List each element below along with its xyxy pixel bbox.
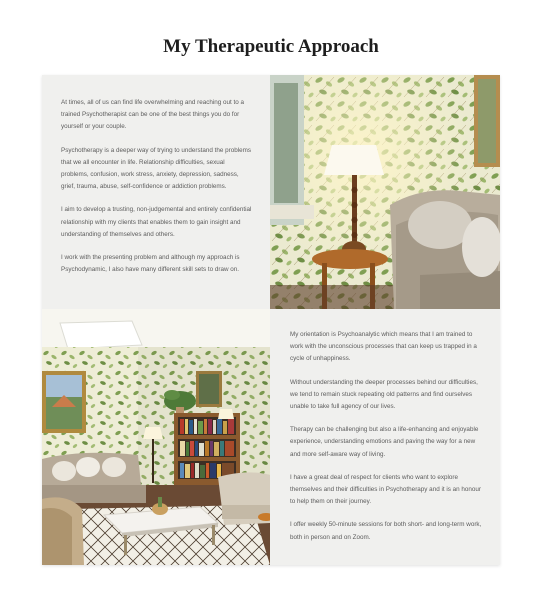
orientation-paragraph-1: My orientation is Psychoanalytic which means that I am trained to work with the unconscious processes that can keep us trapped in a cycle of unhappiness.	[290, 331, 477, 363]
page-title: My Therapeutic Approach	[163, 36, 379, 57]
therapy-room-photo	[42, 309, 270, 565]
intro-paragraph-2: Psychotherapy is a deeper way of trying to understand the problems that we all encounter in life. Relationship difficulties, sexual problems, confusion, work stress, anxiety, depression, sadness, grief, trauma, abuse, self-confidence or addiction problems.	[61, 146, 252, 191]
orientation-text-panel	[270, 309, 500, 565]
orientation-paragraph-3: Therapy can be challenging but also a life-enhancing and enjoyable experience, understanding emotions and paving the way for a new and more self-aware way of living.	[290, 426, 479, 458]
approach-card	[42, 75, 500, 565]
intro-paragraph-3: I aim to develop a trusting, non-judgemental and entirely confidential relationship with my clients that enables them to gain insight and understanding of themselves and others.	[61, 206, 252, 238]
orientation-paragraph-4: I have a great deal of respect for clients who want to explore themselves and their difficulties in Psychotherapy and it is an honour to help them on their journey.	[290, 473, 481, 506]
intro-paragraph-4: I work with the presenting problem and although my approach is Psychodynamic, I also have many different skill sets to draw on.	[61, 254, 240, 274]
orientation-paragraph-5: I offer weekly 50-minute sessions for both short- and long-term work, both in person and on Zoom.	[290, 521, 482, 541]
intro-text-panel	[42, 75, 270, 309]
orientation-paragraph-2: Without understanding the deeper processes behind our difficulties, we tend to remain stuck repeating old patterns and find ourselves unable to take full agency of our lives.	[290, 378, 478, 411]
lamp-corner-photo	[270, 75, 500, 309]
intro-paragraph-1: At times, all of us can find life overwhelming and reaching out to a trained Psychotherapist can be one of the best things you do for yourself or your couple.	[61, 99, 245, 131]
